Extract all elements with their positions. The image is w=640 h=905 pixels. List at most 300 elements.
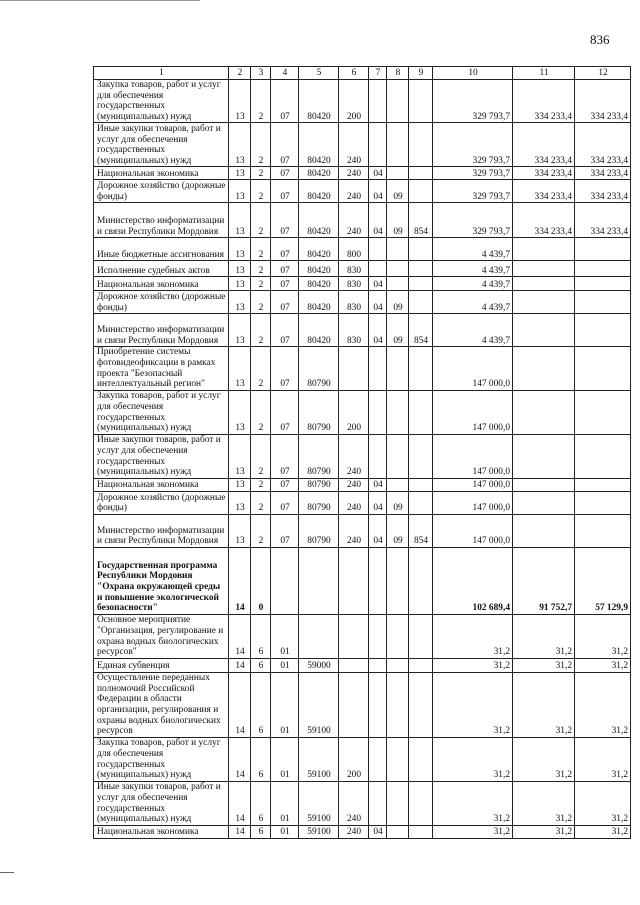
code-cell: 07 [271,277,299,291]
code-cell: 14 [229,658,251,672]
row-name: Министерство информатизации и связи Республики Мордовия [94,314,229,347]
amount-cell: 91 752,7 [513,547,575,614]
table-row [94,123,631,167]
table-row [94,614,631,658]
row-name: Иные закупки товаров, работ и услуг для обеспечения государственных (муниципальных) нужд [94,781,229,825]
amount-cell [575,238,631,261]
code-cell: 13 [229,347,251,390]
code-cell [409,478,433,491]
code-cell [409,434,433,478]
code-cell [299,614,339,658]
code-cell [369,80,387,123]
amount-cell [575,514,631,547]
amount-cell: 31,2 [575,614,631,658]
code-cell: 80420 [299,291,339,314]
code-cell: 200 [339,737,369,781]
code-cell: 240 [339,167,369,180]
code-cell: 80420 [299,123,339,167]
code-cell: 04 [369,514,387,547]
code-cell [387,434,409,478]
row-name: Дорожное хозяйство (дорожные фонды) [94,180,229,203]
code-cell: 14 [229,781,251,825]
amount-cell: 4 439,7 [433,314,513,347]
code-cell: 14 [229,547,251,614]
code-cell [409,491,433,514]
code-cell [369,261,387,277]
code-cell [387,478,409,491]
col-header: 11 [513,67,575,80]
code-cell: 80420 [299,180,339,203]
code-cell: 6 [251,672,271,737]
code-cell [339,658,369,672]
row-name: Исполнение судебных актов [94,261,229,277]
code-cell [299,547,339,614]
amount-cell [575,491,631,514]
amount-cell [513,277,575,291]
code-cell [387,261,409,277]
top-rule [0,0,200,1]
amount-cell [513,291,575,314]
code-cell [387,167,409,180]
code-cell [409,614,433,658]
table-row [94,291,631,314]
amount-cell: 4 439,7 [433,291,513,314]
row-name: Закупка товаров, работ и услуг для обеспечения государственных (муниципальных) нужд [94,390,229,434]
amount-cell: 334 233,4 [513,180,575,203]
amount-cell: 31,2 [575,658,631,672]
code-cell: 240 [339,434,369,478]
code-cell [409,180,433,203]
code-cell: 200 [339,390,369,434]
code-cell: 13 [229,390,251,434]
col-header: 12 [575,67,631,80]
code-cell: 07 [271,514,299,547]
code-cell: 07 [271,478,299,491]
code-cell: 80420 [299,203,339,238]
code-cell: 13 [229,167,251,180]
code-cell: 2 [251,478,271,491]
amount-cell: 147 000,0 [433,347,513,390]
code-cell [409,781,433,825]
code-cell: 01 [271,614,299,658]
amount-cell: 147 000,0 [433,514,513,547]
amount-cell: 31,2 [433,672,513,737]
code-cell [409,261,433,277]
code-cell [409,123,433,167]
code-cell: 14 [229,614,251,658]
code-cell: 13 [229,123,251,167]
amount-cell [513,347,575,390]
code-cell: 2 [251,203,271,238]
row-name: Иные закупки товаров, работ и услуг для обеспечения государственных (муниципальных) нужд [94,434,229,478]
code-cell: 04 [369,314,387,347]
code-cell: 2 [251,347,271,390]
code-cell: 830 [339,277,369,291]
amount-cell: 329 793,7 [433,123,513,167]
col-header: 9 [409,67,433,80]
code-cell: 04 [369,203,387,238]
code-cell [387,547,409,614]
code-cell: 0 [251,547,271,614]
amount-cell [575,291,631,314]
col-header: 8 [387,67,409,80]
code-cell [409,277,433,291]
code-cell [409,80,433,123]
row-name: Основное мероприятие "Организация, регулирование и охрана водных биологических ресурсов" [94,614,229,658]
amount-cell: 31,2 [513,825,575,838]
code-cell [339,672,369,737]
amount-cell: 31,2 [575,781,631,825]
code-cell [387,781,409,825]
code-cell: 59100 [299,825,339,838]
code-cell: 2 [251,261,271,277]
code-cell: 6 [251,737,271,781]
amount-cell: 334 233,4 [513,203,575,238]
code-cell: 830 [339,314,369,347]
code-cell: 2 [251,80,271,123]
code-cell [409,291,433,314]
code-cell: 13 [229,238,251,261]
col-header: 7 [369,67,387,80]
amount-cell: 147 000,0 [433,390,513,434]
code-cell: 830 [339,291,369,314]
table-row [94,514,631,547]
amount-cell: 31,2 [575,737,631,781]
code-cell: 80790 [299,390,339,434]
col-header: 2 [229,67,251,80]
code-cell [387,614,409,658]
amount-cell [513,261,575,277]
amount-cell: 31,2 [513,614,575,658]
amount-cell: 334 233,4 [575,167,631,180]
amount-cell: 329 793,7 [433,167,513,180]
amount-cell [513,238,575,261]
table-row [94,825,631,838]
code-cell: 240 [339,781,369,825]
code-cell: 80790 [299,434,339,478]
row-name: Министерство информатизации и связи Республики Мордовия [94,203,229,238]
code-cell: 80420 [299,277,339,291]
code-cell: 14 [229,825,251,838]
margin-mark [0,872,14,873]
amount-cell: 4 439,7 [433,277,513,291]
code-cell [369,737,387,781]
code-cell: 07 [271,203,299,238]
amount-cell: 334 233,4 [513,80,575,123]
code-cell: 09 [387,291,409,314]
amount-cell [575,347,631,390]
code-cell: 07 [271,261,299,277]
amount-cell: 102 689,4 [433,547,513,614]
amount-cell [513,390,575,434]
row-name: Иные бюджетные ассигнования [94,238,229,261]
code-cell: 07 [271,238,299,261]
code-cell: 07 [271,180,299,203]
code-cell: 240 [339,478,369,491]
code-cell: 07 [271,167,299,180]
code-cell [387,658,409,672]
code-cell: 800 [339,238,369,261]
row-name: Дорожное хозяйство (дорожные фонды) [94,291,229,314]
amount-cell: 31,2 [513,781,575,825]
code-cell [387,277,409,291]
code-cell: 01 [271,672,299,737]
amount-cell: 4 439,7 [433,238,513,261]
table-row [94,658,631,672]
code-cell: 2 [251,434,271,478]
code-cell: 13 [229,491,251,514]
code-cell: 80790 [299,478,339,491]
code-cell: 13 [229,478,251,491]
code-cell [409,658,433,672]
table-row [94,491,631,514]
code-cell: 01 [271,737,299,781]
code-cell: 01 [271,825,299,838]
code-cell: 854 [409,514,433,547]
code-cell: 04 [369,478,387,491]
amount-cell: 334 233,4 [513,123,575,167]
code-cell: 07 [271,434,299,478]
code-cell: 13 [229,261,251,277]
code-cell: 09 [387,180,409,203]
code-cell: 80420 [299,261,339,277]
code-cell: 59100 [299,672,339,737]
code-cell: 09 [387,491,409,514]
code-cell: 07 [271,123,299,167]
amount-cell [575,261,631,277]
row-name: Национальная экономика [94,167,229,180]
code-cell [387,390,409,434]
amount-cell: 329 793,7 [433,203,513,238]
code-cell: 2 [251,167,271,180]
amount-cell: 329 793,7 [433,180,513,203]
amount-cell: 334 233,4 [575,203,631,238]
table-row [94,80,631,123]
code-cell: 13 [229,291,251,314]
code-cell [409,390,433,434]
amount-cell [575,390,631,434]
code-cell: 59000 [299,658,339,672]
amount-cell: 31,2 [513,672,575,737]
code-cell: 240 [339,123,369,167]
table-row [94,203,631,238]
code-cell: 2 [251,390,271,434]
amount-cell [513,514,575,547]
table-row [94,314,631,347]
row-name: Единая субвенция [94,658,229,672]
amount-cell: 147 000,0 [433,478,513,491]
row-name: Закупка товаров, работ и услуг для обеспечения государственных (муниципальных) нужд [94,80,229,123]
code-cell [369,614,387,658]
code-cell [369,123,387,167]
code-cell: 14 [229,672,251,737]
page-number: 836 [590,32,610,47]
code-cell: 14 [229,737,251,781]
col-header: 6 [339,67,369,80]
amount-cell: 31,2 [513,658,575,672]
col-header: 1 [94,67,229,80]
code-cell: 240 [339,203,369,238]
amount-cell: 31,2 [575,672,631,737]
row-name: Национальная экономика [94,478,229,491]
code-cell: 13 [229,514,251,547]
code-cell [369,658,387,672]
code-cell: 2 [251,314,271,347]
code-cell: 6 [251,825,271,838]
row-name: Иные закупки товаров, работ и услуг для обеспечения государственных (муниципальных) нужд [94,123,229,167]
row-name: Национальная экономика [94,277,229,291]
table-row [94,238,631,261]
code-cell: 80420 [299,80,339,123]
code-cell: 07 [271,491,299,514]
code-cell: 80420 [299,167,339,180]
code-cell: 09 [387,203,409,238]
amount-cell: 334 233,4 [575,180,631,203]
code-cell: 13 [229,180,251,203]
code-cell: 07 [271,390,299,434]
code-cell [369,347,387,390]
code-cell: 04 [369,180,387,203]
amount-cell: 31,2 [513,737,575,781]
code-cell [387,238,409,261]
table-row [94,390,631,434]
amount-cell: 147 000,0 [433,491,513,514]
amount-cell [513,314,575,347]
code-cell [387,737,409,781]
code-cell: 13 [229,80,251,123]
code-cell: 2 [251,291,271,314]
amount-cell: 4 439,7 [433,261,513,277]
code-cell: 240 [339,825,369,838]
code-cell: 04 [369,291,387,314]
code-cell: 59100 [299,781,339,825]
code-cell [409,737,433,781]
code-cell: 13 [229,277,251,291]
code-cell: 240 [339,180,369,203]
code-cell [369,547,387,614]
code-cell [271,547,299,614]
amount-cell: 31,2 [433,614,513,658]
code-cell: 2 [251,491,271,514]
code-cell [339,614,369,658]
code-cell: 80790 [299,491,339,514]
code-cell [369,672,387,737]
amount-cell [575,314,631,347]
code-cell [409,238,433,261]
code-cell: 07 [271,314,299,347]
code-cell: 6 [251,781,271,825]
code-cell: 01 [271,781,299,825]
code-cell: 80420 [299,238,339,261]
amount-cell: 31,2 [433,737,513,781]
header-row [94,67,631,80]
amount-cell: 31,2 [433,825,513,838]
amount-cell: 147 000,0 [433,434,513,478]
col-header: 10 [433,67,513,80]
amount-cell: 334 233,4 [575,123,631,167]
code-cell [339,547,369,614]
table-row [94,167,631,180]
code-cell: 830 [339,261,369,277]
code-cell: 2 [251,180,271,203]
row-name: Приобретение системы фотовидеофиксации в рамках проекта "Безопасный интеллектуальный регион" [94,347,229,390]
code-cell: 200 [339,80,369,123]
code-cell: 04 [369,825,387,838]
code-cell: 01 [271,658,299,672]
row-name: Закупка товаров, работ и услуг для обеспечения государственных (муниципальных) нужд [94,737,229,781]
table-row [94,347,631,390]
code-cell [409,825,433,838]
code-cell [369,238,387,261]
amount-cell [513,434,575,478]
code-cell [369,781,387,825]
code-cell [409,547,433,614]
code-cell: 09 [387,314,409,347]
row-name: Министерство информатизации и связи Республики Мордовия [94,514,229,547]
code-cell: 13 [229,203,251,238]
code-cell: 13 [229,314,251,347]
code-cell: 2 [251,514,271,547]
row-name: Осуществление переданных полномочий Российской Федерации в области организации, регулирования и охраны водных биологических ресурсов [94,672,229,737]
code-cell: 04 [369,167,387,180]
code-cell: 13 [229,434,251,478]
code-cell: 240 [339,491,369,514]
code-cell: 80420 [299,314,339,347]
code-cell: 2 [251,123,271,167]
row-name: Национальная экономика [94,825,229,838]
table-row [94,434,631,478]
code-cell [387,825,409,838]
table-row [94,547,631,614]
col-header: 4 [271,67,299,80]
code-cell: 854 [409,203,433,238]
code-cell [369,434,387,478]
table-row [94,737,631,781]
code-cell: 2 [251,277,271,291]
code-cell: 80790 [299,347,339,390]
code-cell [409,167,433,180]
amount-cell: 334 233,4 [575,80,631,123]
col-header: 3 [251,67,271,80]
amount-cell: 329 793,7 [433,80,513,123]
amount-cell: 31,2 [433,781,513,825]
amount-cell: 31,2 [575,825,631,838]
table-row [94,478,631,491]
amount-cell [575,478,631,491]
code-cell [387,123,409,167]
code-cell [409,672,433,737]
amount-cell [575,277,631,291]
code-cell [339,347,369,390]
code-cell: 2 [251,238,271,261]
amount-cell: 31,2 [433,658,513,672]
code-cell: 59100 [299,737,339,781]
code-cell [409,347,433,390]
code-cell: 80790 [299,514,339,547]
code-cell: 07 [271,291,299,314]
table-row [94,781,631,825]
table-row [94,672,631,737]
table-row [94,277,631,291]
code-cell [387,347,409,390]
budget-table [93,66,631,839]
col-header: 5 [299,67,339,80]
code-cell [387,672,409,737]
code-cell: 04 [369,491,387,514]
code-cell: 240 [339,514,369,547]
row-name: Государственная программа Республики Мордовия "Охрана окружающей среды и повышение экологической безопасности" [94,547,229,614]
amount-cell: 57 129,9 [575,547,631,614]
